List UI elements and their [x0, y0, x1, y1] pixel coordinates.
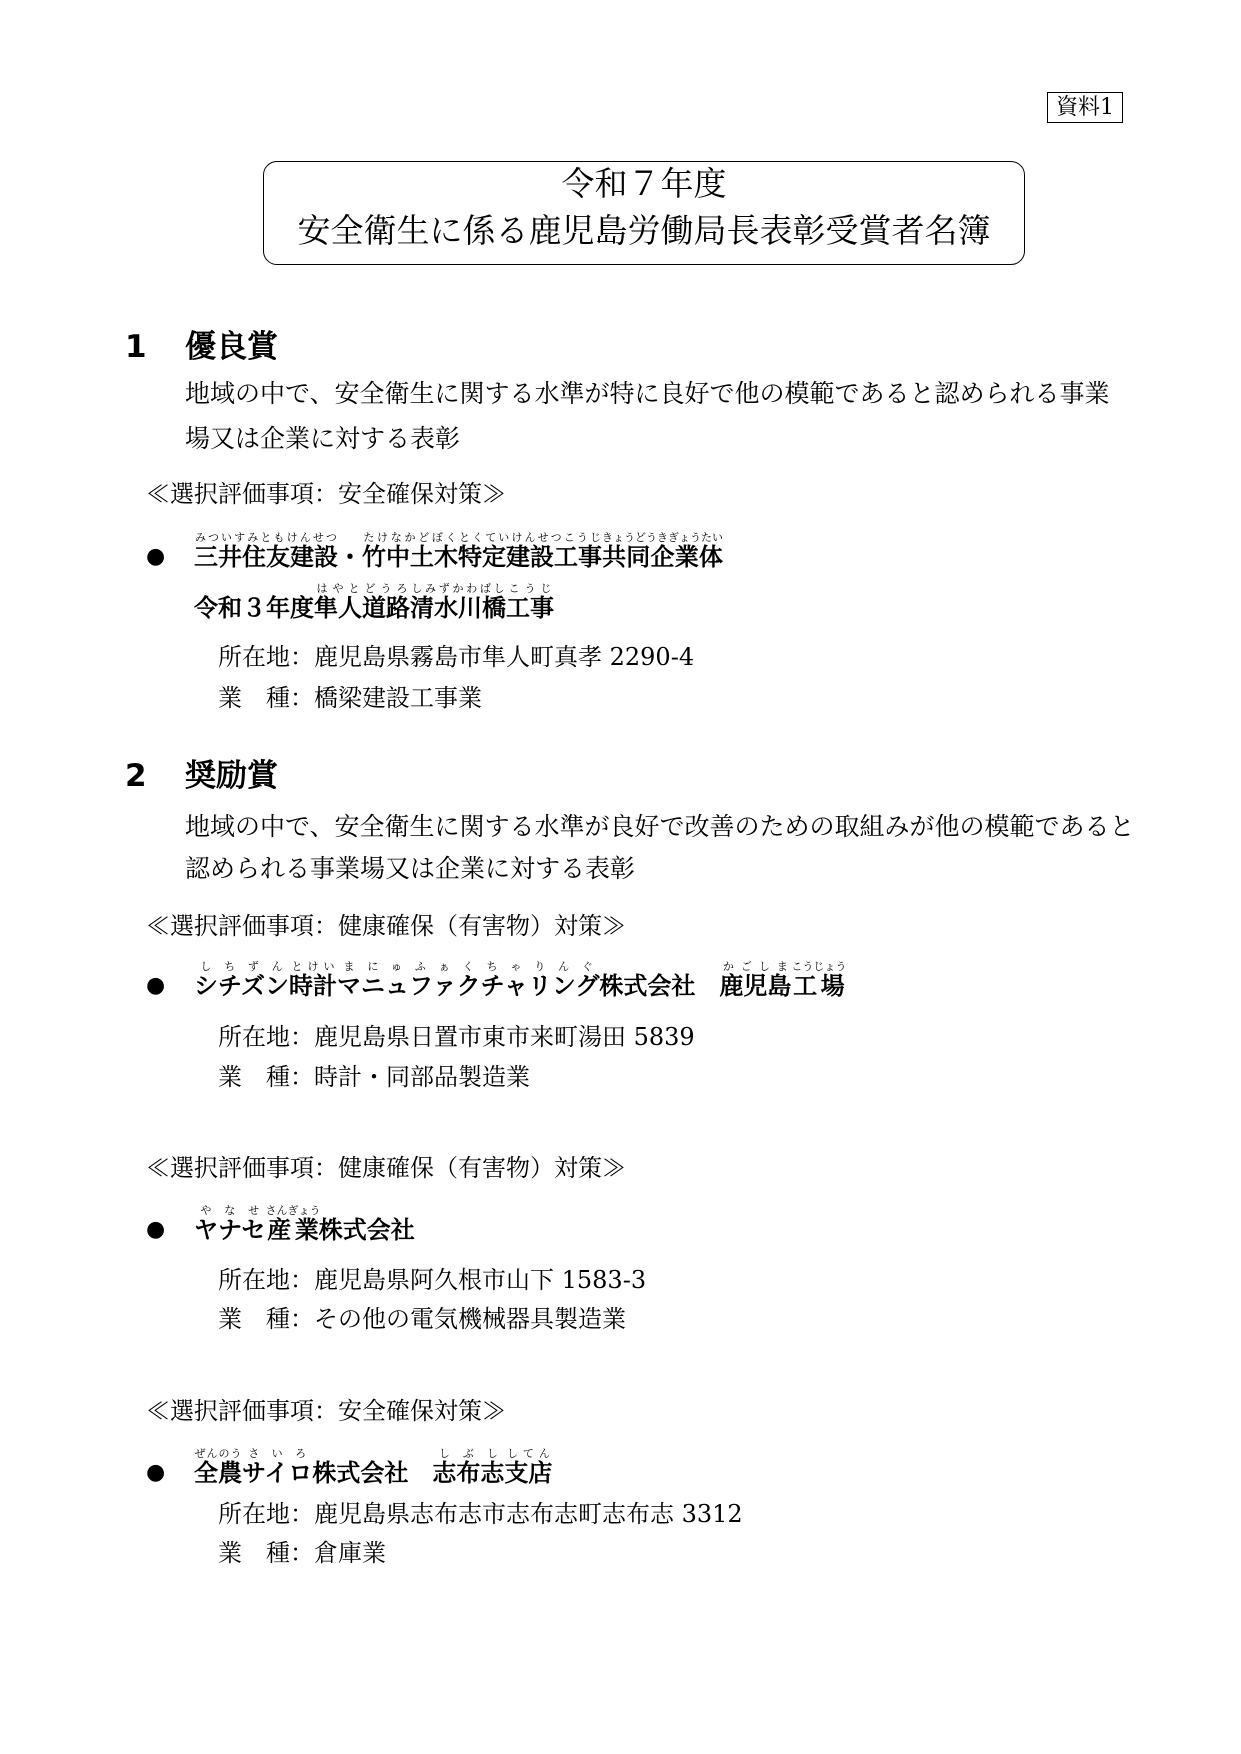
ruby-group — [602, 531, 723, 571]
ruby-reading: みついすみともけんせつ — [194, 531, 338, 544]
ruby-group — [194, 1204, 266, 1244]
section-1-number: 1 — [125, 329, 147, 365]
ruby-base: 共同企業体 — [602, 543, 723, 571]
ruby-reading: かごしま — [719, 960, 792, 973]
ruby-group — [719, 960, 792, 1000]
ruby-reading: ぜんのう — [194, 1447, 242, 1460]
section-1-description-line-1: 地域の中で、安全衛生に関する水準が特に良好で他の模範であると認められる事業 — [185, 379, 1110, 408]
ruby-reading: とけい — [289, 960, 338, 973]
criterion-label: ≪選択評価事項：健康確保（有害物）対策≫ — [146, 912, 626, 940]
bullet-icon: ● — [146, 544, 166, 569]
ruby-base: サイロ — [242, 1459, 313, 1487]
ruby-group — [242, 1447, 313, 1487]
ruby-group — [194, 960, 290, 1000]
ruby-base: 支店 — [504, 1459, 553, 1487]
ruby-group — [265, 1204, 321, 1244]
criterion-label: ≪選択評価事項：健康確保（有害物）対策≫ — [146, 1154, 626, 1182]
industry-line: 業 種：時計・同部品製造業 — [218, 1063, 530, 1091]
ruby-base: 全農 — [194, 1459, 242, 1487]
address-line: 所在地：鹿児島県日置市東市来町湯田 5839 — [218, 1023, 695, 1051]
address-line: 所在地：鹿児島県志布志市志布志町志布志 3312 — [218, 1500, 743, 1528]
ruby-reading: しみずかわばし — [410, 582, 506, 595]
ruby-reading: さんぎょう — [265, 1204, 321, 1217]
ruby-reading: まにゅふぁくちゃりんぐ — [337, 960, 600, 973]
ruby-reading: はやと — [314, 582, 362, 595]
ruby-reading: さいろ — [242, 1447, 313, 1460]
ruby-group — [458, 531, 602, 571]
section-2-description-line-2: 認められる事業場又は企業に対する表彰 — [185, 854, 636, 883]
industry-line: 業 種：倉庫業 — [218, 1539, 386, 1567]
industry-line: 業 種：その他の電気機械器具製造業 — [218, 1305, 626, 1333]
address-line: 所在地：鹿児島県阿久根市山下 1583-3 — [218, 1266, 647, 1294]
ruby-base: 隼人 — [314, 594, 362, 622]
name-segment: 株式会社 — [312, 1459, 433, 1487]
ruby-group — [506, 582, 554, 622]
ruby-reading: してん — [504, 1447, 553, 1460]
ruby-group — [194, 531, 338, 571]
name-segment: 株式会社 — [318, 1216, 415, 1244]
ruby-reading: とくていけんせつこうじ — [458, 531, 602, 544]
document-label: 資料1 — [1047, 92, 1123, 123]
section-2-description-line-1: 地域の中で、安全衛生に関する水準が良好で改善のための取組みが他の模範であると — [185, 812, 1135, 841]
ruby-group — [289, 960, 338, 1000]
ruby-base: 竹中土木 — [362, 543, 458, 571]
ruby-base: ヤナセ — [194, 1216, 266, 1244]
ruby-reading: しぶし — [432, 1447, 505, 1460]
address-line: 所在地：鹿児島県霧島市隼人町真孝 2290-4 — [218, 643, 695, 671]
ruby-base: 工事 — [506, 594, 554, 622]
ruby-base: 鹿児島 — [719, 972, 792, 1000]
ruby-base: 産業 — [265, 1216, 321, 1244]
awardee-project-line — [194, 578, 554, 638]
ruby-reading: こうじ — [506, 582, 554, 595]
ruby-reading: きょうどうきぎょうたい — [602, 531, 723, 544]
ruby-reading: しちずん — [194, 960, 290, 973]
ruby-base: 清水川橋 — [410, 594, 506, 622]
awardee-name-line — [194, 1200, 415, 1260]
criterion-label: ≪選択評価事項：安全確保対策≫ — [146, 1397, 506, 1425]
ruby-base: 志布志 — [432, 1459, 505, 1487]
ruby-group — [410, 582, 506, 622]
section-1-title: 優良賞 — [185, 329, 278, 365]
ruby-base: 道路 — [362, 594, 410, 622]
title-line-1: 令和７年度 — [561, 164, 727, 203]
section-1-description-line-2: 場又は企業に対する表彰 — [185, 424, 461, 453]
title-line-2: 安全衛生に係る鹿児島労働局長表彰受賞者名簿 — [297, 211, 991, 250]
ruby-group — [791, 960, 847, 1000]
section-2-number: 2 — [125, 758, 147, 794]
ruby-reading: やなせ — [194, 1204, 266, 1217]
criterion-label: ≪選択評価事項：安全確保対策≫ — [146, 480, 506, 508]
ruby-base: 時計 — [289, 972, 338, 1000]
ruby-group — [314, 582, 362, 622]
ruby-group — [432, 1447, 505, 1487]
awardee-name-line — [194, 1443, 552, 1503]
ruby-group — [194, 1447, 242, 1487]
name-segment: ・ — [338, 543, 362, 571]
ruby-reading: どうろ — [362, 582, 410, 595]
bullet-icon: ● — [146, 1460, 166, 1485]
ruby-base: シチズン — [194, 972, 290, 1000]
ruby-group — [362, 531, 458, 571]
ruby-group — [362, 582, 410, 622]
ruby-group — [504, 1447, 553, 1487]
section-2-title: 奨励賞 — [185, 758, 278, 794]
name-segment: 株式会社 — [599, 972, 720, 1000]
awardee-name-line — [194, 956, 846, 1016]
bullet-icon: ● — [146, 973, 166, 998]
ruby-reading: こうじょう — [791, 960, 847, 973]
industry-line: 業 種：橋梁建設工事業 — [218, 684, 482, 712]
title-box — [263, 161, 1025, 265]
ruby-base: 特定建設工事 — [458, 543, 602, 571]
ruby-base: 工場 — [791, 972, 847, 1000]
ruby-reading: たけなかどぼく — [362, 531, 458, 544]
name-segment: 令和３年度 — [194, 594, 314, 622]
bullet-icon: ● — [146, 1217, 166, 1242]
ruby-base: 三井住友建設 — [194, 543, 338, 571]
ruby-base: マニュファクチャリング — [337, 972, 600, 1000]
ruby-group — [337, 960, 600, 1000]
